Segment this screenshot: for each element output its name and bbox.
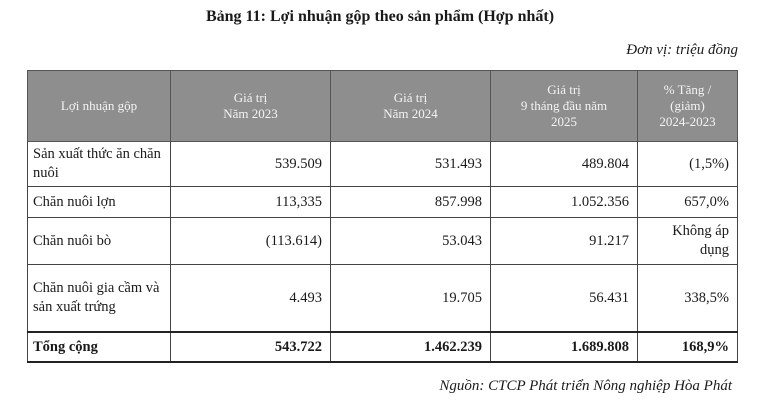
cell-2023: 4.493 bbox=[171, 265, 331, 333]
total-2023: 543.722 bbox=[171, 332, 331, 362]
header-cell: Giá trị 9 tháng đầu năm 2025 bbox=[491, 71, 638, 142]
cell-2024: 53.043 bbox=[331, 218, 491, 265]
cell-2025: 1.052.356 bbox=[491, 187, 638, 218]
cell-2024: 857.998 bbox=[331, 187, 491, 218]
table-row bbox=[28, 265, 738, 333]
cell-pct: 338,5% bbox=[638, 265, 738, 333]
source-note: Nguồn: CTCP Phát triển Nông nghiệp Hòa Phát bbox=[439, 378, 732, 394]
total-2024: 1.462.239 bbox=[331, 332, 491, 362]
table-title: Bảng 11: Lợi nhuận gộp theo sản phẩm (Hợp nhất) bbox=[205, 8, 555, 25]
unit-note: Đơn vị: triệu đồng bbox=[626, 42, 738, 58]
cell-pct: 657,0% bbox=[638, 187, 738, 218]
cell-2025: 91.217 bbox=[491, 218, 638, 265]
header-cell: % Tăng / (giảm) 2024-2023 bbox=[638, 71, 738, 142]
cell-2023: 539.509 bbox=[171, 142, 331, 187]
cell-2024: 531.493 bbox=[331, 142, 491, 187]
cell-2023: (113.614) bbox=[171, 218, 331, 265]
cell-2025: 489.804 bbox=[491, 142, 638, 187]
total-row bbox=[28, 332, 738, 362]
cell-2025: 56.431 bbox=[491, 265, 638, 333]
header-cell: Giá trị Năm 2024 bbox=[331, 71, 491, 142]
row-label: Sản xuất thức ăn chăn nuôi bbox=[28, 142, 171, 187]
header-cell: Lợi nhuận gộp bbox=[28, 71, 171, 142]
cell-2024: 19.705 bbox=[331, 265, 491, 333]
cell-pct: (1,5%) bbox=[638, 142, 738, 187]
row-label: Chăn nuôi gia cầm và sản xuất trứng bbox=[28, 265, 171, 333]
row-label: Chăn nuôi lợn bbox=[28, 187, 171, 218]
table-row bbox=[28, 218, 738, 265]
cell-2023: 113,335 bbox=[171, 187, 331, 218]
total-2025: 1.689.808 bbox=[491, 332, 638, 362]
total-pct: 168,9% bbox=[638, 332, 738, 362]
cell-pct: Không áp dụng bbox=[638, 218, 738, 265]
total-label: Tổng cộng bbox=[28, 332, 171, 362]
header-cell: Giá trị Năm 2023 bbox=[171, 71, 331, 142]
row-label: Chăn nuôi bò bbox=[28, 218, 171, 265]
gross-profit-table bbox=[27, 70, 738, 363]
table-row bbox=[28, 187, 738, 218]
header-row bbox=[28, 71, 738, 142]
table-row bbox=[28, 142, 738, 187]
